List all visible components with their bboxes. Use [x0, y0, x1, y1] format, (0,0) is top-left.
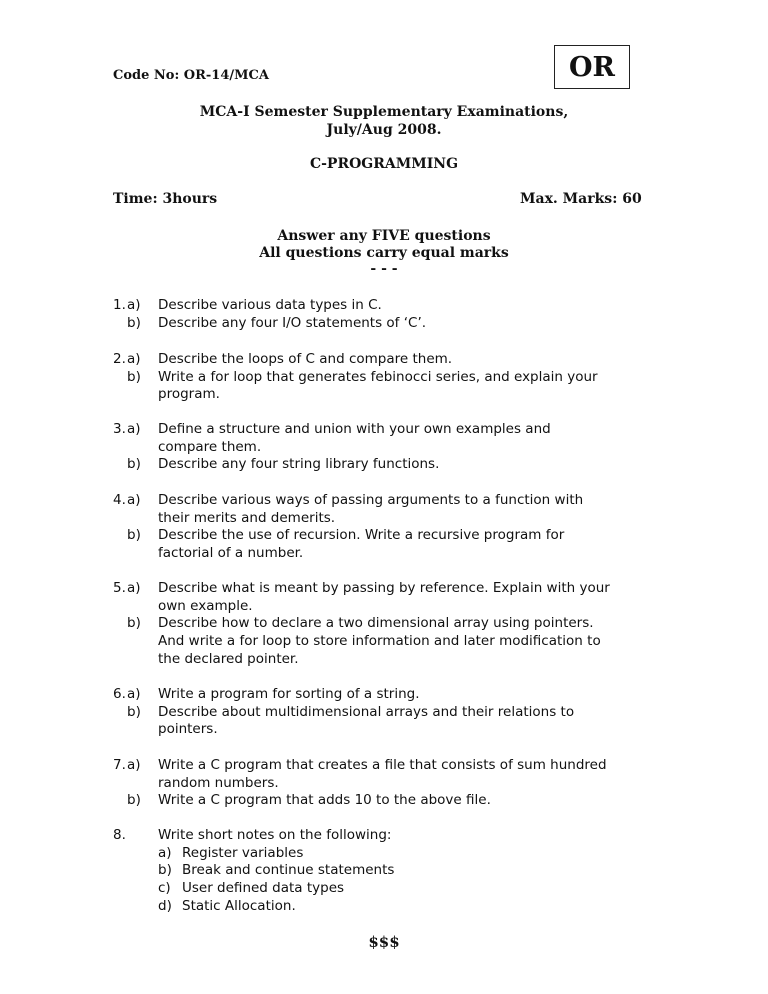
separator: - - - — [370, 261, 398, 277]
question-text: Describe the loops of C and compare them. — [158, 351, 453, 367]
part-label: b) — [127, 792, 141, 809]
question-number: 5. — [113, 580, 126, 596]
question-number: 3. — [113, 421, 126, 437]
question-5 — [0, 580, 768, 668]
question-1 — [0, 297, 768, 332]
question-text: And write a for loop to store information and later modification to — [158, 633, 601, 650]
question-line — [0, 757, 768, 775]
question-line — [0, 492, 768, 510]
question-line — [0, 721, 768, 739]
question-text: Describe any four string library functions. — [158, 456, 440, 473]
question-line — [0, 315, 768, 333]
question-text: Define a structure and union with your own examples and — [158, 421, 551, 437]
question-line — [0, 386, 768, 404]
question-text: Write short notes on the following: — [158, 827, 392, 843]
item-text: User defined data types — [182, 880, 345, 897]
question-line — [0, 510, 768, 528]
part-label: b) — [127, 314, 141, 331]
question-line — [0, 456, 768, 474]
question-text: Write a C program that adds 10 to the above file. — [158, 792, 491, 809]
item-label: b) — [158, 862, 172, 879]
time-label: Time: 3hours — [113, 191, 218, 207]
max-marks-label: Max. Marks: 60 — [520, 191, 642, 207]
question-line — [0, 369, 768, 387]
question-line — [0, 792, 768, 810]
part-label: b) — [127, 456, 141, 473]
question-4 — [0, 492, 768, 563]
question-line — [0, 297, 768, 315]
question-text: factorial of a number. — [158, 545, 304, 562]
part-label: a) — [127, 580, 141, 596]
question-line — [0, 704, 768, 722]
part-label: a) — [127, 492, 141, 508]
question-line — [0, 615, 768, 633]
part-label: b) — [127, 527, 141, 544]
list-item — [0, 845, 768, 863]
question-2 — [0, 351, 768, 404]
question-line — [0, 827, 768, 845]
question-line — [0, 775, 768, 793]
part-label: a) — [127, 757, 141, 773]
question-number: 7. — [113, 757, 126, 773]
question-number: 1. — [113, 297, 126, 313]
question-text: Write a C program that creates a file that consists of sum hundred — [158, 757, 607, 773]
question-text: Describe what is meant by passing by reference. Explain with your — [158, 580, 610, 596]
question-text: pointers. — [158, 721, 218, 738]
question-text: their merits and demerits. — [158, 509, 336, 526]
question-text: Describe various ways of passing arguments to a function with — [158, 492, 584, 508]
question-line — [0, 686, 768, 704]
question-line — [0, 351, 768, 369]
question-line — [0, 527, 768, 545]
part-label: b) — [127, 703, 141, 720]
list-item — [0, 862, 768, 880]
question-text: own example. — [158, 597, 253, 614]
part-label: b) — [127, 615, 141, 632]
question-text: Write a program for sorting of a string. — [158, 686, 420, 702]
question-text: Describe about multidimensional arrays and their relations to — [158, 703, 575, 720]
question-line — [0, 580, 768, 598]
question-number: 6. — [113, 686, 126, 702]
exam-title-line2: July/Aug 2008. — [326, 122, 442, 138]
question-line — [0, 439, 768, 457]
question-3 — [0, 421, 768, 474]
instruction-line2: All questions carry equal marks — [259, 245, 509, 261]
or-badge: OR — [554, 45, 630, 89]
footer-mark: $$$ — [368, 933, 400, 951]
code-number: Code No: OR-14/MCA — [113, 68, 269, 83]
list-item — [0, 898, 768, 916]
question-6 — [0, 686, 768, 739]
question-text: the declared pointer. — [158, 650, 299, 667]
question-line — [0, 421, 768, 439]
question-number: 2. — [113, 351, 126, 367]
question-line — [0, 633, 768, 651]
item-label: a) — [158, 844, 172, 861]
list-item — [0, 880, 768, 898]
question-text: program. — [158, 386, 220, 403]
subject-title: C-PROGRAMMING — [309, 156, 459, 172]
item-text: Static Allocation. — [182, 897, 296, 914]
question-number: 8. — [113, 827, 126, 843]
item-text: Break and continue statements — [182, 862, 395, 879]
question-8 — [0, 827, 768, 915]
part-label: a) — [127, 686, 141, 702]
question-7 — [0, 757, 768, 810]
question-text: compare them. — [158, 438, 262, 455]
question-text: Write a for loop that generates febinocci series, and explain your — [158, 368, 598, 385]
question-text: Describe how to declare a two dimensional array using pointers. — [158, 615, 594, 632]
exam-title-line1: MCA-I Semester Supplementary Examinations, — [199, 104, 569, 120]
question-line — [0, 545, 768, 563]
part-label: a) — [127, 421, 141, 437]
part-label: a) — [127, 297, 141, 313]
question-text: random numbers. — [158, 774, 279, 791]
item-label: d) — [158, 897, 172, 914]
item-label: c) — [158, 880, 171, 897]
item-text: Register variables — [182, 844, 304, 861]
question-text: Describe the use of recursion. Write a recursive program for — [158, 527, 565, 544]
instruction-line1: Answer any FIVE questions — [277, 228, 491, 244]
question-line — [0, 598, 768, 616]
question-number: 4. — [113, 492, 126, 508]
question-line — [0, 651, 768, 669]
part-label: b) — [127, 368, 141, 385]
part-label: a) — [127, 351, 141, 367]
question-text: Describe any four I/O statements of ‘C’. — [158, 314, 427, 331]
question-text: Describe various data types in C. — [158, 297, 382, 313]
